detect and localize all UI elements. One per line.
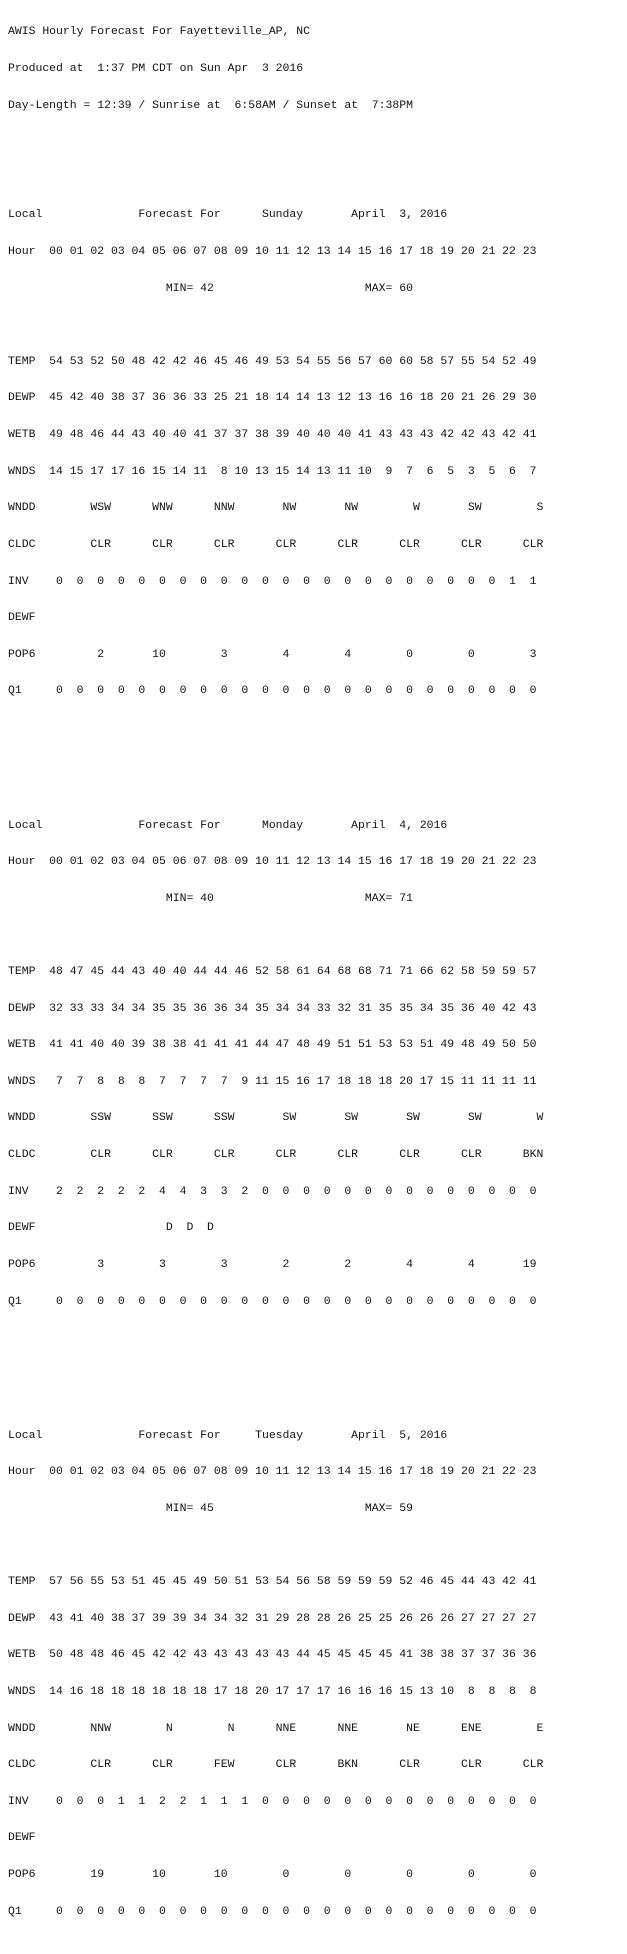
pop6-row: POP6 19 10 10 0 0 0 0 0 (8, 1868, 537, 1882)
wndd-row: WNDD NNW N N NNE NNE NE ENE E (8, 1721, 544, 1735)
inv-row: INV 0 0 0 1 1 2 2 1 1 1 0 0 0 0 0 0 0 0 0 0 0 0 0 0 (8, 1794, 537, 1808)
block-title-line: Local Forecast For Monday April 4, 2016 (8, 818, 448, 832)
dewf-row: DEWF D D D (8, 1221, 214, 1235)
forecast-block-sunday (8, 185, 627, 722)
cldc-row: CLDC CLR CLR CLR CLR CLR CLR CLR CLR (8, 537, 544, 551)
inv-row: INV 0 0 0 0 0 0 0 0 0 0 0 0 0 0 0 0 0 0 0 0 0 0 1 1 (8, 574, 537, 588)
day-length-line: Day-Length = 12:39 / Sunrise at 6:58AM / Sunset at 7:38PM (8, 98, 413, 112)
cldc-row: CLDC CLR CLR FEW CLR BKN CLR CLR CLR (8, 1758, 544, 1772)
q1-row: Q1 0 0 0 0 0 0 0 0 0 0 0 0 0 0 0 0 0 0 0 0 0 0 0 0 (8, 1904, 537, 1918)
wndd-row: WNDD WSW WNW NNW NW NW W SW S (8, 501, 544, 515)
wnds-row: WNDS 7 7 8 8 8 7 7 7 7 9 11 15 16 17 18 18 18 20 17 15 11 11 11 11 (8, 1074, 537, 1088)
dewp-row: DEWP 32 33 33 34 34 35 35 36 36 34 35 34 34 33 32 31 35 35 34 35 36 40 42 43 (8, 1001, 537, 1015)
block-title-line: Local Forecast For Tuesday April 5, 2016 (8, 1428, 448, 1442)
min-max-row: MIN= 45 MAX= 59 (8, 1501, 413, 1515)
report-title: AWIS Hourly Forecast For Fayetteville_AP, NC (8, 25, 310, 39)
block-spacer (8, 1357, 627, 1369)
temp-row: TEMP 48 47 45 44 43 40 40 44 44 46 52 58 61 64 68 68 71 71 66 62 58 59 59 57 (8, 965, 537, 979)
dewp-row: DEWP 45 42 40 38 37 36 36 33 25 21 18 14 14 13 12 13 16 16 18 20 21 26 29 30 (8, 391, 537, 405)
q1-row: Q1 0 0 0 0 0 0 0 0 0 0 0 0 0 0 0 0 0 0 0 0 0 0 0 0 (8, 684, 537, 698)
block-title-line: Local Forecast For Sunday April 3, 2016 (8, 208, 448, 222)
min-max-row: MIN= 42 MAX= 60 (8, 281, 413, 295)
forecast-block-monday (8, 795, 627, 1332)
dewf-row: DEWF (8, 1831, 36, 1845)
min-max-row: MIN= 40 MAX= 71 (8, 891, 413, 905)
hour-row: Hour 00 01 02 03 04 05 06 07 08 09 10 11 12 13 14 15 16 17 18 19 20 21 22 23 (8, 855, 537, 869)
wnds-row: WNDS 14 16 18 18 18 18 18 18 17 18 20 17 17 17 16 16 16 15 13 10 8 8 8 8 (8, 1684, 537, 1698)
produced-at-line: Produced at 1:37 PM CDT on Sun Apr 3 2016 (8, 62, 304, 76)
wetb-row: WETB 50 48 48 46 45 42 42 43 43 43 43 43 44 45 45 45 45 41 38 38 37 37 36 36 (8, 1648, 537, 1662)
temp-row: TEMP 57 56 55 53 51 45 45 49 50 51 53 54 56 58 59 59 59 52 46 45 44 43 42 41 (8, 1575, 537, 1589)
wetb-row: WETB 41 41 40 40 39 38 38 41 41 41 44 47 48 49 51 51 53 53 51 49 48 49 50 50 (8, 1038, 537, 1052)
pop6-row: POP6 2 10 3 4 4 0 0 3 (8, 647, 537, 661)
blank-row (8, 319, 627, 331)
temp-row: TEMP 54 53 52 50 48 42 42 46 45 46 49 53 54 55 56 57 60 60 58 57 55 54 52 49 (8, 354, 537, 368)
header-spacer (8, 136, 627, 148)
hour-row: Hour 00 01 02 03 04 05 06 07 08 09 10 11 12 13 14 15 16 17 18 19 20 21 22 23 (8, 245, 537, 259)
forecast-block-tuesday (8, 1405, 627, 1942)
blank-row (8, 929, 627, 941)
blank-row (8, 1540, 627, 1552)
q1-row: Q1 0 0 0 0 0 0 0 0 0 0 0 0 0 0 0 0 0 0 0 0 0 0 0 0 (8, 1294, 537, 1308)
dewf-row: DEWF (8, 611, 36, 625)
hour-row: Hour 00 01 02 03 04 05 06 07 08 09 10 11 12 13 14 15 16 17 18 19 20 21 22 23 (8, 1465, 537, 1479)
inv-row: INV 2 2 2 2 2 4 4 3 3 2 0 0 0 0 0 0 0 0 0 0 0 0 0 0 (8, 1184, 537, 1198)
wnds-row: WNDS 14 15 17 17 16 15 14 11 8 10 13 15 14 13 11 10 9 7 6 5 3 5 6 7 (8, 464, 537, 478)
dewp-row: DEWP 43 41 40 38 37 39 39 34 34 32 31 29 28 28 26 25 25 26 26 26 27 27 27 27 (8, 1611, 537, 1625)
cldc-row: CLDC CLR CLR CLR CLR CLR CLR CLR BKN (8, 1148, 544, 1162)
wndd-row: WNDD SSW SSW SSW SW SW SW SW W (8, 1111, 544, 1125)
block-spacer (8, 746, 627, 758)
pop6-row: POP6 3 3 3 2 2 4 4 19 (8, 1257, 537, 1271)
wetb-row: WETB 49 48 46 44 43 40 40 41 37 37 38 39 40 40 40 41 43 43 43 42 42 43 42 41 (8, 428, 537, 442)
